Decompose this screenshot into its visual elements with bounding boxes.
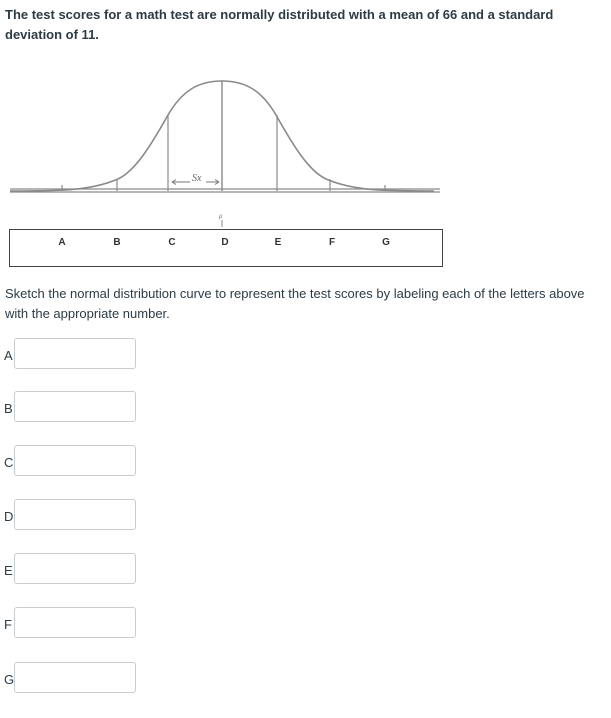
letter-label-c: C xyxy=(168,237,176,248)
answer-row-f xyxy=(0,607,160,641)
letter-label-a: A xyxy=(58,237,66,248)
answer-row-c xyxy=(0,445,160,479)
answer-input-b[interactable] xyxy=(14,391,136,422)
answer-label-c: C xyxy=(4,455,14,470)
letter-label-b: B xyxy=(113,237,121,248)
answer-input-f[interactable] xyxy=(14,607,136,638)
answer-label-d: D xyxy=(4,509,14,524)
normal-curve-graphic xyxy=(0,75,611,230)
question-text: The test scores for a math test are normally distributed with a mean of 66 and a standard deviation of 11. xyxy=(5,7,554,42)
answer-row-a xyxy=(0,338,160,372)
answer-label-b: B xyxy=(4,401,13,416)
answer-input-c[interactable] xyxy=(14,445,136,476)
instructions-text: Sketch the normal distribution curve to represent the test scores by labeling each of the letters above with the appropriate number. xyxy=(5,286,585,321)
answer-row-g xyxy=(0,662,160,696)
letter-label-g: G xyxy=(382,237,390,248)
answer-input-e[interactable] xyxy=(14,553,136,584)
answer-input-d[interactable] xyxy=(14,499,136,530)
letter-label-d: D xyxy=(221,237,229,248)
letter-label-box xyxy=(9,229,443,267)
letter-label-e: E xyxy=(274,237,282,248)
answer-label-f: F xyxy=(4,617,12,632)
answer-label-a: A xyxy=(4,348,13,363)
answer-input-a[interactable] xyxy=(14,338,136,369)
answer-label-e: E xyxy=(4,563,13,578)
answer-row-d xyxy=(0,499,160,533)
spread-label: Sx xyxy=(192,173,202,184)
answer-input-g[interactable] xyxy=(14,662,136,693)
answer-row-b xyxy=(0,391,160,425)
mean-label: μ xyxy=(219,212,223,220)
letter-label-f: F xyxy=(328,237,336,248)
answer-row-e xyxy=(0,553,160,587)
answer-label-g: G xyxy=(4,672,15,687)
